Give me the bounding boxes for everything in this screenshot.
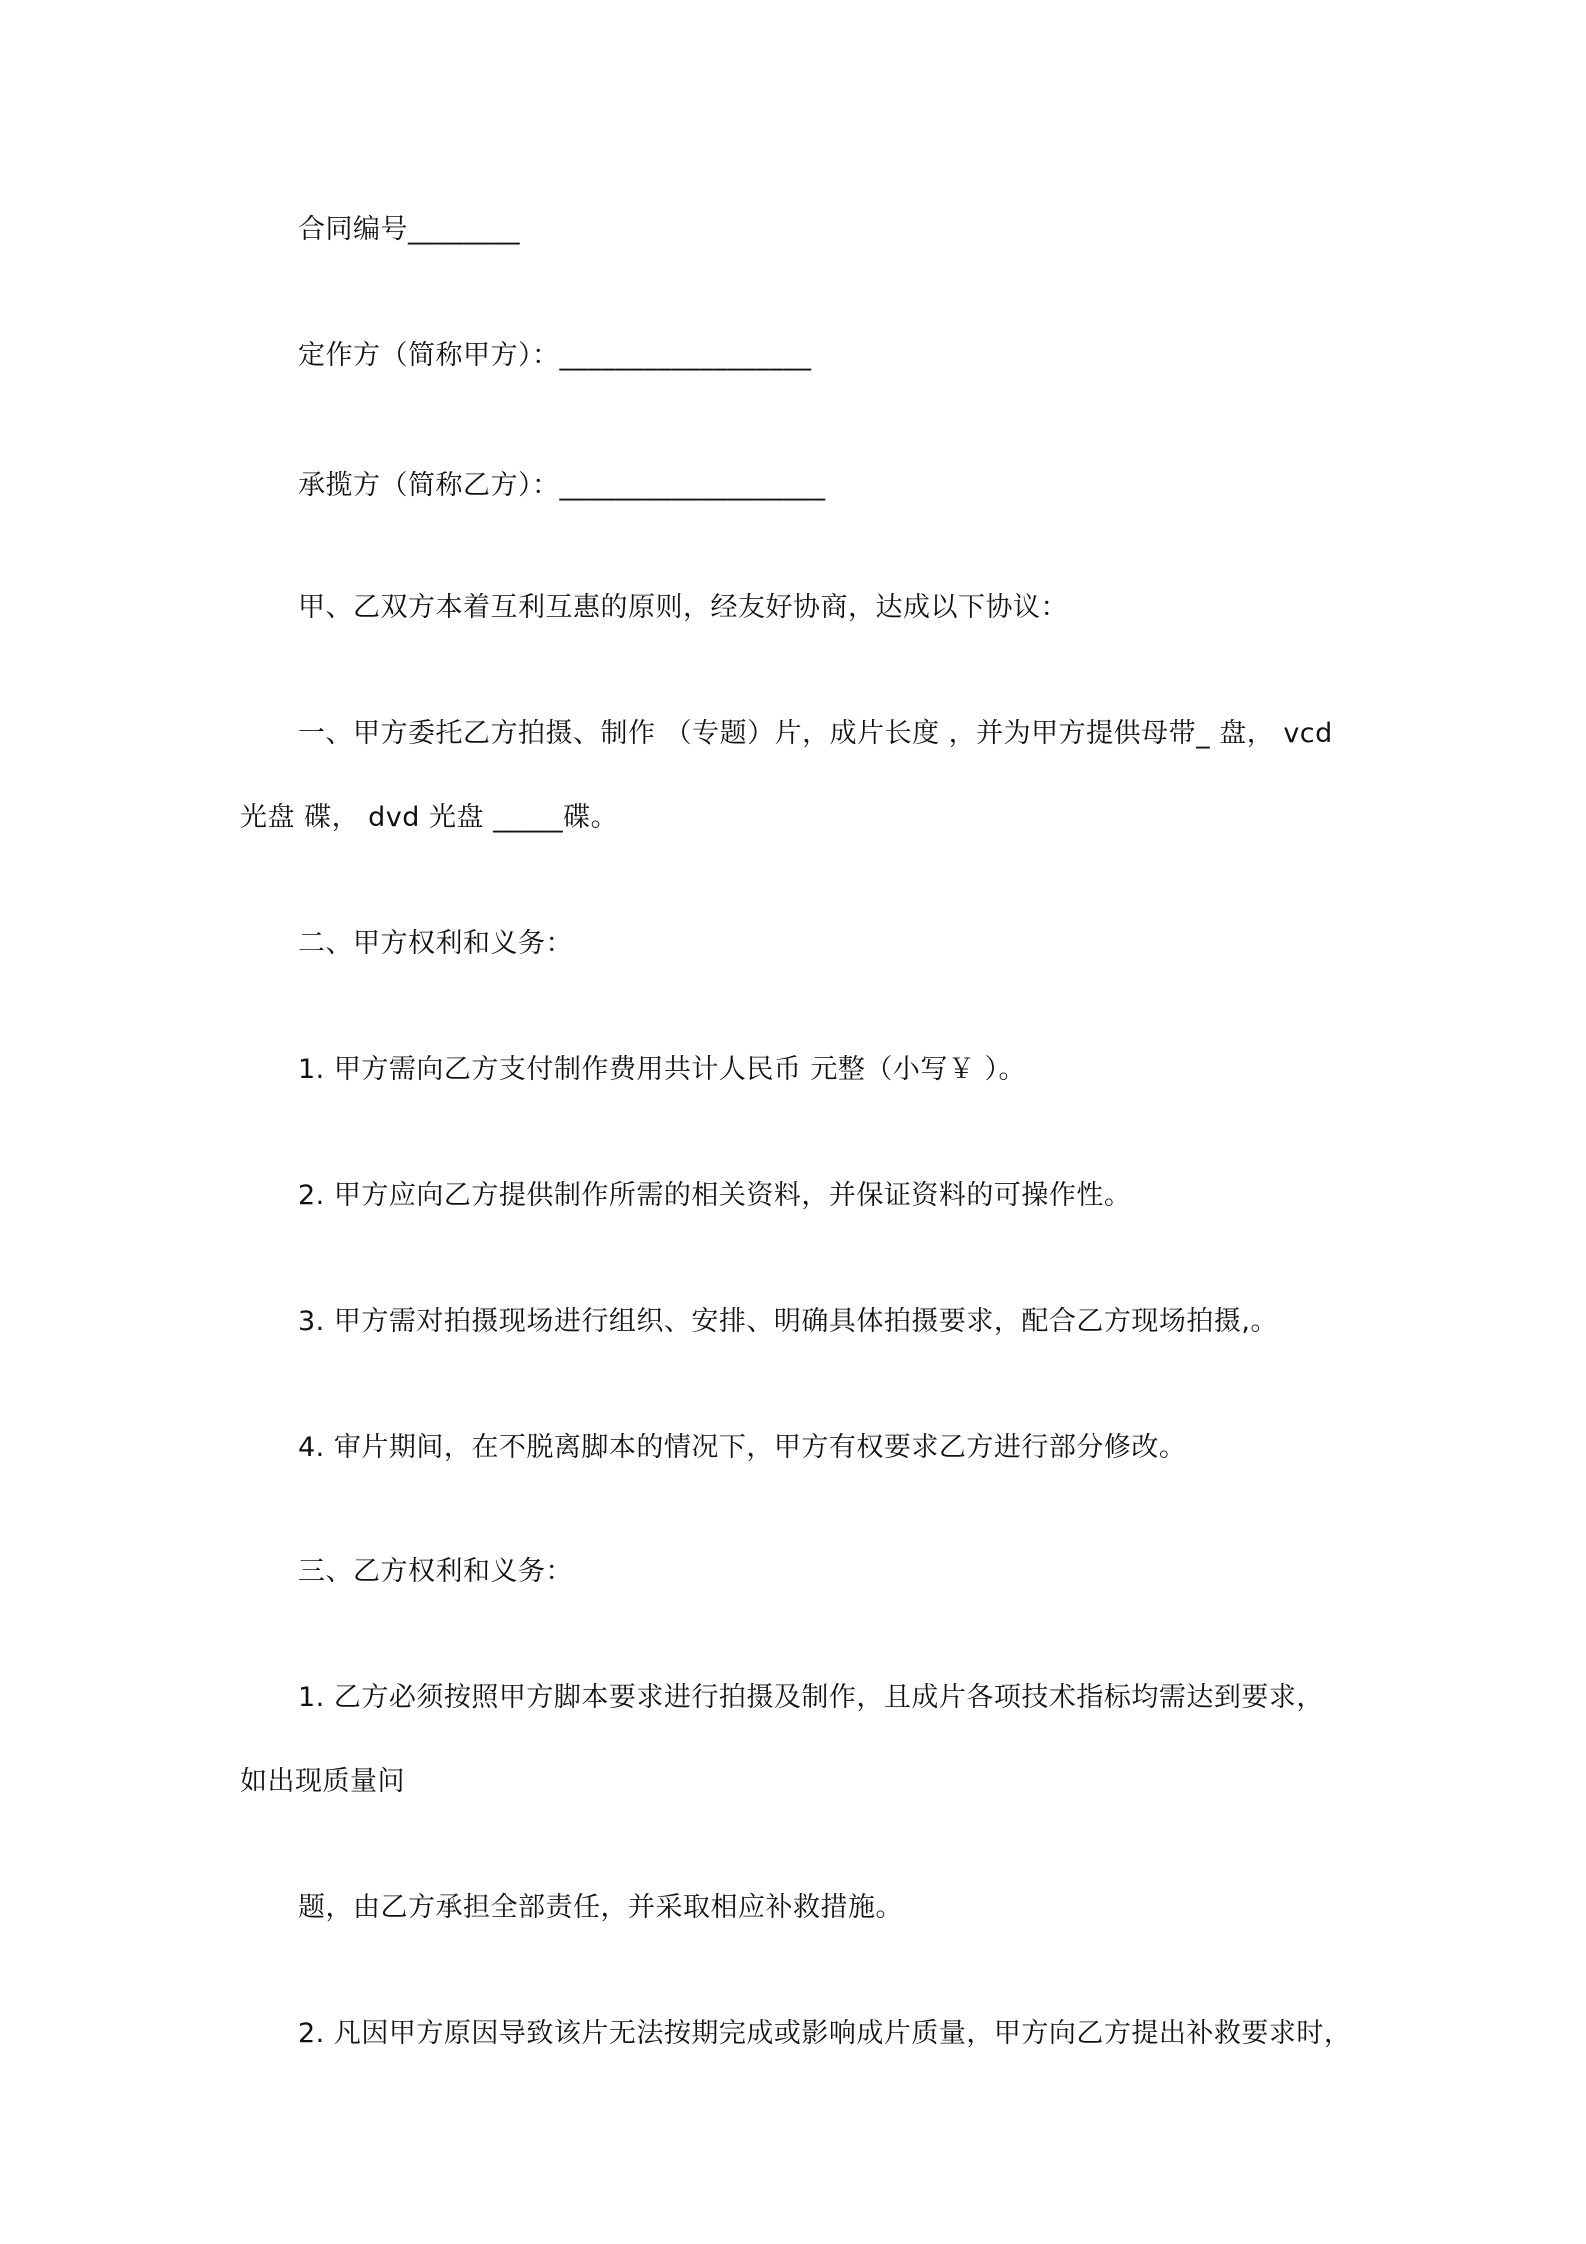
party-a-line: 定作方（简称甲方）：__________________ <box>298 340 812 371</box>
clause-1-line-2: 光盘 碟， dvd 光盘 _____碟。 <box>240 802 619 833</box>
section-3-item-1-line-1: 1. 乙方必须按照甲方脚本要求进行拍摄及制作，且成片各项技术指标均需达到要求， <box>298 1682 1324 1713</box>
section-3-item-1-line-3: 题，由乙方承担全部责任，并采取相应补救措施。 <box>298 1892 903 1923</box>
section-3-item-1-line-2: 如出现质量问 <box>240 1766 405 1797</box>
clause-1-line-1: 一、甲方委托乙方拍摄、制作 （专题）片，成片长度 ，并为甲方提供母带_ 盘， vcd <box>298 718 1333 749</box>
section-3-title: 三、乙方权利和义务： <box>298 1556 573 1587</box>
party-b-line: 承揽方（简称乙方）：___________________ <box>298 470 826 501</box>
section-3-item-2-line-1: 2. 凡因甲方原因导致该片无法按期完成或影响成片质量，甲方向乙方提出补救要求时， <box>298 2018 1352 2049</box>
section-2-item-2: 2. 甲方应向乙方提供制作所需的相关资料，并保证资料的可操作性。 <box>298 1180 1132 1211</box>
contract-number: 合同编号________ <box>298 214 520 245</box>
section-2-item-4: 4. 审片期间，在不脱离脚本的情况下，甲方有权要求乙方进行部分修改。 <box>298 1432 1187 1463</box>
intro-paragraph: 甲、乙双方本着互利互惠的原则，经友好协商，达成以下协议： <box>298 592 1068 623</box>
section-2-title: 二、甲方权利和义务： <box>298 928 573 959</box>
section-2-item-1: 1. 甲方需向乙方支付制作费用共计人民币 元整（小写￥ ）。 <box>298 1054 1027 1085</box>
section-2-item-3: 3. 甲方需对拍摄现场进行组织、安排、明确具体拍摄要求，配合乙方现场拍摄,。 <box>298 1306 1278 1337</box>
